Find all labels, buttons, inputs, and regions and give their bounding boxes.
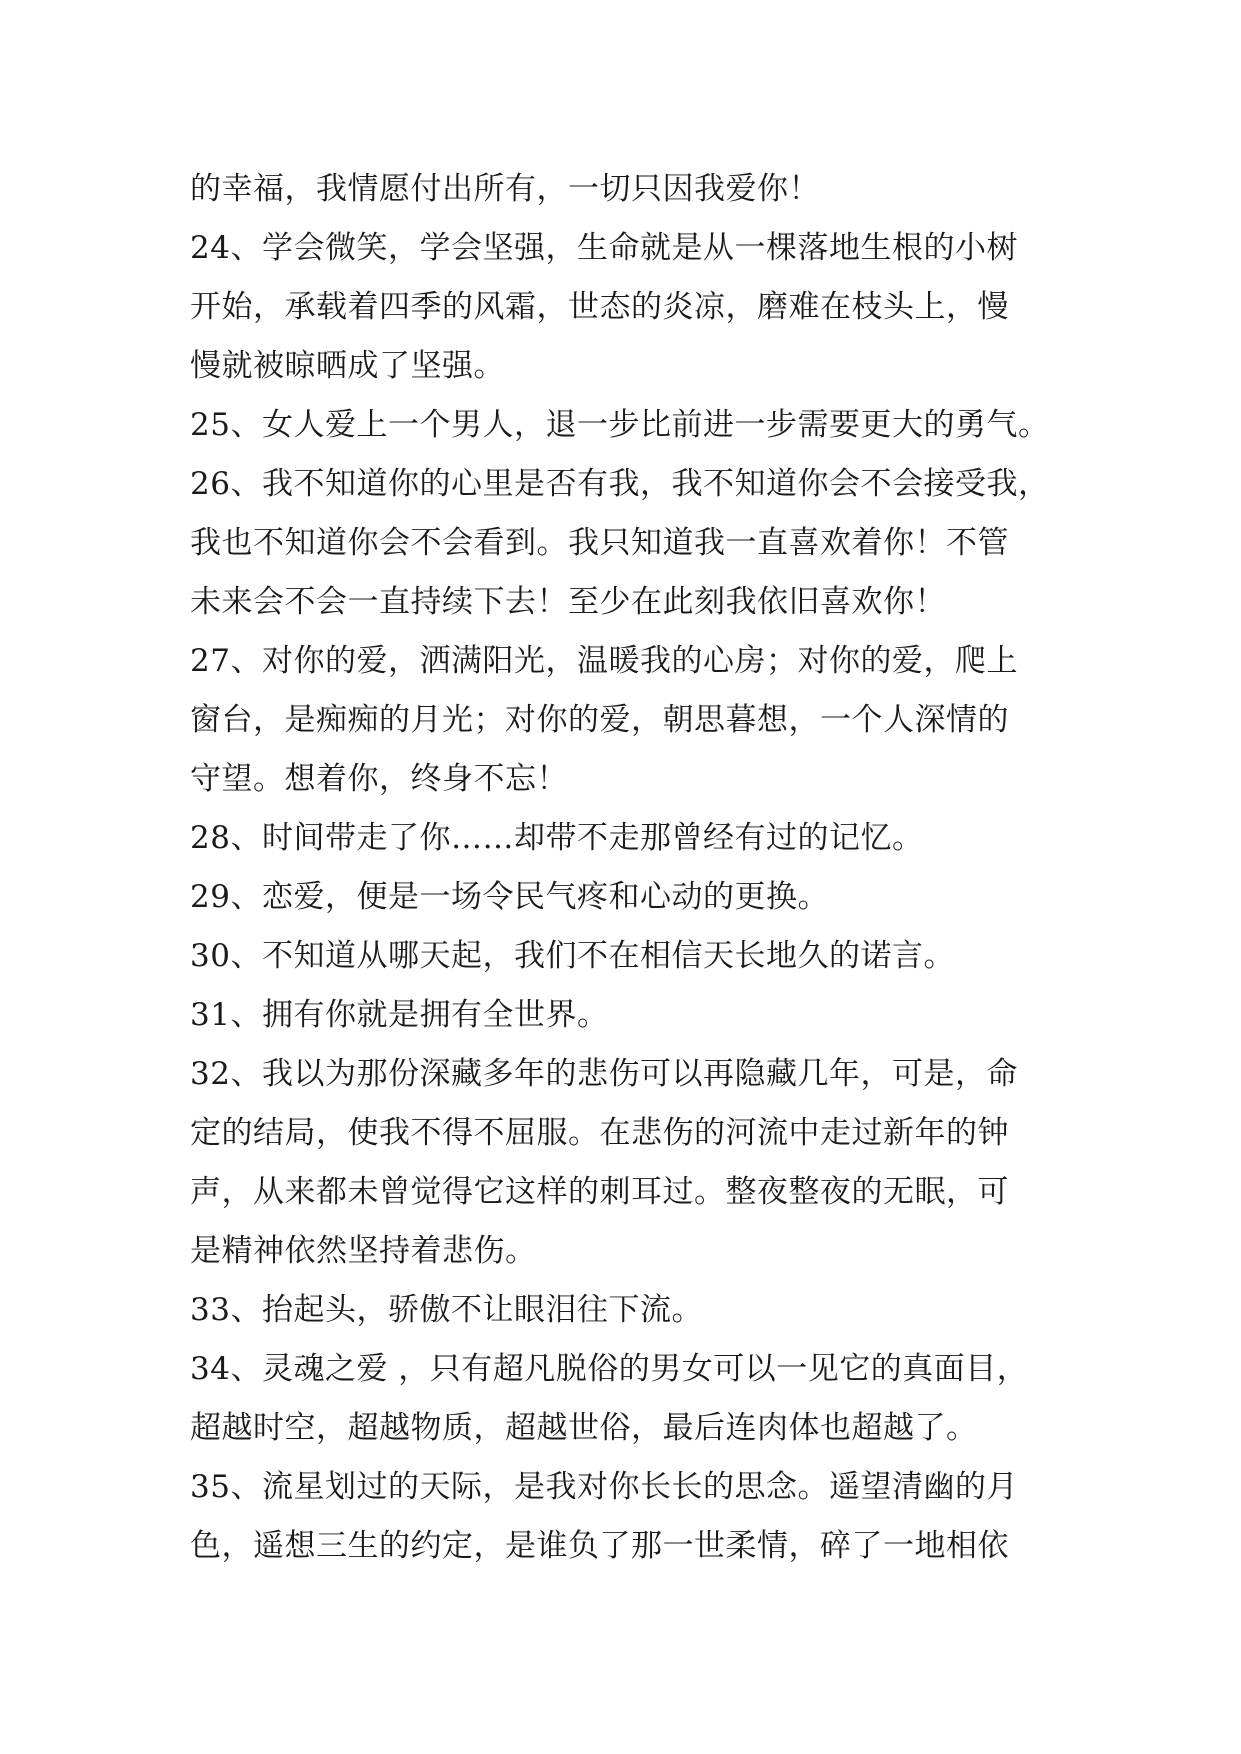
- text-body: [190, 160, 1070, 1576]
- text-line: 34、灵魂之爱 ，只有超凡脱俗的男女可以一见它的真面目，: [190, 1351, 1029, 1387]
- text-line: 的幸福，我情愿付出所有，一切只因我爱你！: [190, 171, 820, 207]
- text-line: 声，从来都未曾觉得它这样的刺耳过。整夜整夜的无眠，可: [190, 1174, 1009, 1210]
- text-line: 我也不知道你会不会看到。我只知道我一直喜欢着你！不管: [190, 525, 1009, 561]
- text-line: 开始，承载着四季的风霜，世态的炎凉，磨难在枝头上，慢: [190, 289, 1009, 325]
- text-line: 25、女人爱上一个男人，退一步比前进一步需要更大的勇气。: [190, 407, 1050, 443]
- text-line: 守望。想着你，终身不忘！: [190, 761, 568, 797]
- text-line: 26、我不知道你的心里是否有我，我不知道你会不会接受我，: [190, 466, 1050, 502]
- text-line: 24、学会微笑，学会坚强，生命就是从一棵落地生根的小树: [190, 230, 1018, 266]
- text-line: 29、恋爱，便是一场令民气疼和心动的更换。: [190, 879, 829, 915]
- text-line: 33、抬起头，骄傲不让眼泪往下流。: [190, 1292, 703, 1328]
- text-line: 是精神依然坚持着悲伤。: [190, 1233, 537, 1269]
- text-line: 35、流星划过的天际，是我对你长长的思念。遥望清幽的月: [190, 1469, 1018, 1505]
- text-line: 窗台，是痴痴的月光；对你的爱，朝思暮想，一个人深情的: [190, 702, 1009, 738]
- text-line: 30、不知道从哪天起，我们不在相信天长地久的诺言。: [190, 938, 955, 974]
- text-line: 慢就被晾晒成了坚强。: [190, 348, 505, 384]
- text-line: 32、我以为那份深藏多年的悲伤可以再隐藏几年，可是，命: [190, 1056, 1018, 1092]
- text-line: 31、拥有你就是拥有全世界。: [190, 997, 609, 1033]
- text-line: 超越时空，超越物质，超越世俗，最后连肉体也超越了。: [190, 1410, 978, 1446]
- text-line: 未来会不会一直持续下去！至少在此刻我依旧喜欢你！: [190, 584, 946, 620]
- text-line: 28、时间带走了你……却带不走那曾经有过的记忆。: [190, 820, 924, 856]
- text-line: 色，遥想三生的约定，是谁负了那一世柔情，碎了一地相依: [190, 1528, 1009, 1564]
- text-line: 27、对你的爱，洒满阳光，温暖我的心房；对你的爱，爬上: [190, 643, 1018, 679]
- text-line: 定的结局，使我不得不屈服。在悲伤的河流中走过新年的钟: [190, 1115, 1009, 1151]
